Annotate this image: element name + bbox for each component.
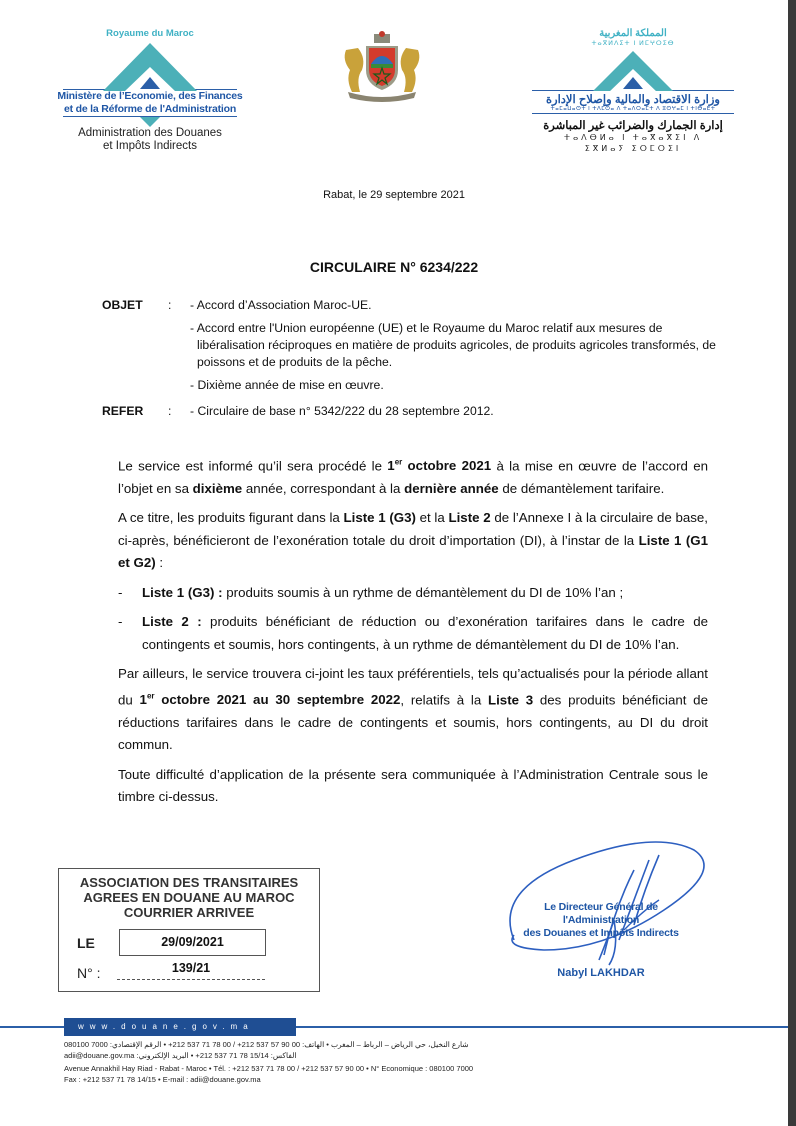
- paragraph-4: Toute difficulté d’application de la présente sera communiquée à l’Administration Centrale sous le timbre ci-dessus.: [118, 766, 708, 805]
- subject-block: [102, 297, 722, 420]
- reception-stamp: [58, 868, 320, 992]
- signatory-role: Le Directeur Général de l'Administration des Douanes et Impôts Indirects: [523, 901, 679, 939]
- document-title: CIRCULAIRE N° 6234/222: [309, 259, 479, 275]
- ministry-logo-ar: [528, 28, 738, 154]
- paragraph-1: Le service est informé qu’il sera procédé le 1er octobre 2021 à la mise en œuvre de l’accord en l’objet en sa dixième année, correspondant à la dernière année de démantèlement tarifaire.: [118, 458, 708, 496]
- logo-admin-tifinagh-2: ⵉⴳⵍⴰⵢ ⵉⵔⵎⵔⵉⵏ: [584, 144, 682, 153]
- logo-down-triangle-icon: [140, 117, 160, 127]
- paragraph-3: Par ailleurs, le service trouvera ci-joint les taux préférentiels, tels qu’actualisés pour la période allant du 1er octobre 2021 au 30 septembre 2022, relatifs à la Liste 3 des produits bénéficiant de réductions tarifaires dans le cadre de contingents et soumis, hors contingents, au DI du droit commun.: [118, 666, 708, 753]
- logo-admin-line2: et Impôts Indirects: [103, 140, 197, 152]
- footer-ar-line2: الفاكس: 15/14 78 71 537 212+ • البريد الإلكتروني: adii@douane.gov.ma: [64, 1050, 297, 1060]
- viewer-edge: [788, 0, 796, 1126]
- logo-admin-ar: إدارة الجمارك والضرائب غير المباشرة: [543, 120, 723, 132]
- objet-item: - Dixième année de mise en œuvre.: [190, 378, 384, 392]
- objet-row: [102, 297, 722, 314]
- footer-fr-line2: Fax : +212 537 71 78 14/15 • E-mail : adii@douane.gov.ma: [64, 1074, 261, 1084]
- objet-row: [102, 377, 722, 394]
- logo-triangle-icon: [55, 39, 245, 89]
- logo-kingdom-text: Royaume du Maroc: [106, 28, 194, 39]
- stamp-date: 29/09/2021: [119, 929, 266, 956]
- signatory-name: Nabyl LAKHDAR: [557, 967, 645, 979]
- paragraph-2: A ce titre, les produits figurant dans la Liste 1 (G3) et la Liste 2 de l’Annexe I à la circulaire de base, ci-après, bénéficieront de l’exonération totale du droit d’importation (DI), à l’instar de la Liste 1 (G1 et G2) :: [118, 510, 708, 571]
- objet-item: - Accord entre l'Union européenne (UE) et le Royaume du Maroc relatif aux mesures de libéralisation réciproques en matière de produits agricoles, de produits agricoles transformés, de poissons et de produits de la pêche.: [190, 321, 716, 369]
- stamp-line1: ASSOCIATION DES TRANSITAIRES: [79, 875, 299, 890]
- stamp-no-label: N° :: [77, 965, 101, 981]
- document-body: [118, 452, 708, 816]
- logo-divider: [532, 113, 734, 114]
- logo-ministry-line1: Ministère de l’Economie, des Finances: [57, 90, 243, 102]
- footer-contact: [64, 1040, 764, 1085]
- footer-ar-line1: شارع النخيل، حي الرياض – الرباط – المغرب • الهاتف: 00 90 57 537 212+ / 00 78 71 537 212+ • الرقم الإقتصادي: 7000 080100: [64, 1040, 469, 1049]
- stamp-no-value: 139/21: [171, 961, 211, 975]
- list-bullets: [118, 582, 708, 657]
- logo-ministry-tifinagh: ⵜⴰⵎⴰⵡⴰⵙⵜ ⵏ ⵜⴷⵎⵙⴰ ⴷ ⵜⴰⴷⵔⴰⵎⵜ ⴷ ⵓⵙⵖⴰⵎ ⵏ ⵜⵏⴱⴰⴹⵜ: [550, 106, 716, 112]
- logo-triangle-icon: [528, 47, 738, 89]
- logo-kingdom-ar: المملكة المغربية: [599, 28, 667, 39]
- ministry-logo-fr: [55, 28, 245, 153]
- refer-row: [102, 403, 722, 420]
- list-item: - Liste 1 (G3) : produits soumis à un rythme de démantèlement du DI de 10% l’an ;: [118, 584, 624, 600]
- objet-row: [102, 320, 722, 371]
- logo-kingdom-tifinagh: ⵜⴰⴳⵍⴷⵉⵜ ⵏ ⵍⵎⵖⵔⵉⴱ: [591, 40, 675, 47]
- coat-of-arms-icon: [340, 30, 424, 102]
- footer-website-link[interactable]: www.douane.gov.ma: [64, 1018, 296, 1036]
- stamp-line2: AGREES EN DOUANE AU MAROC: [83, 890, 295, 905]
- logo-ministry-ar: وزارة الاقتصاد والمالية وإصلاح الإدارة: [546, 94, 720, 106]
- logo-ministry-line2: et de la Réforme de l'Administration: [63, 103, 237, 115]
- logo-admin-tifinagh-1: ⵜⴰⴷⴱⵍⴰ ⵏ ⵜⴰⴳⴰⴳⵉⵏ ⴷ: [563, 133, 703, 142]
- refer-label: REFER: [102, 404, 144, 418]
- refer-colon: :: [168, 404, 172, 418]
- logo-admin-line1: Administration des Douanes: [78, 127, 222, 139]
- refer-item: - Circulaire de base n° 5342/222 du 28 septembre 2012.: [190, 404, 494, 418]
- stamp-line3: COURRIER ARRIVEE: [123, 905, 255, 920]
- document-date: Rabat, le 29 septembre 2021: [323, 189, 465, 201]
- objet-label: OBJET: [102, 298, 143, 312]
- signature-block: [484, 830, 724, 990]
- footer-fr-line1: Avenue Annakhil Hay Riad - Rabat - Maroc • Tél. : +212 537 71 78 00 / +212 537 57 90 00 • N° Economique : 080100 7000: [64, 1064, 474, 1073]
- stamp-no-dotted-line: [117, 979, 265, 980]
- objet-item: - Accord d’Association Maroc-UE.: [190, 298, 372, 312]
- objet-colon: :: [168, 298, 172, 312]
- list-item: - Liste 2 : produits bénéficiant de réduction ou d’exonération tarifaires dans le cadre de contingents et soumis, hors contingents, à un rythme de démantèlement du DI de 10% l’an.: [118, 614, 708, 652]
- stamp-le-label: LE: [77, 935, 95, 951]
